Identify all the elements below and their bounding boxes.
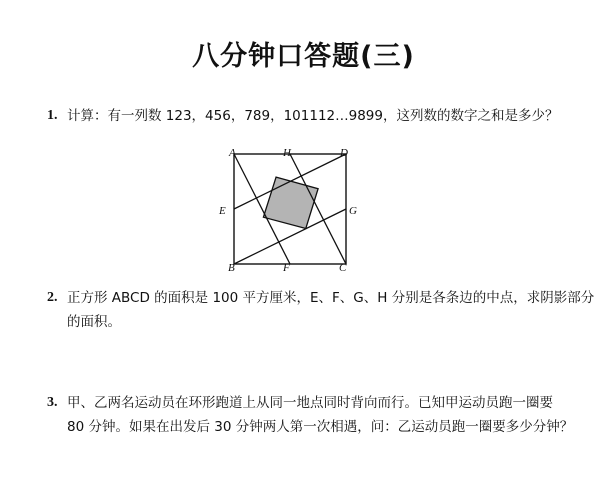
label-d: D [340, 147, 348, 159]
shaded-region [263, 177, 318, 228]
question-text-line: 80 分钟。如果在出发后 30 分钟两人第一次相遇，问：乙运动员跑一圈要多少分钟？ [67, 419, 574, 435]
question-text-line: 的面积。 [67, 314, 121, 330]
question-number: 1. [47, 108, 58, 123]
label-f: F [283, 262, 290, 273]
question-number: 3. [47, 395, 58, 410]
question-text-line: 计算：有一列数 123，456，789，101112…9899，这列数的数字之和是多少？ [67, 108, 559, 124]
label-a: A [229, 147, 236, 159]
square-figure [214, 143, 364, 273]
page-title: 八分钟口答题(三) [192, 41, 415, 72]
question-number: 2. [47, 290, 58, 305]
question-text-line: 正方形 ABCD 的面积是 100 平方厘米，E、F、G、H 分别是各条边的中点，求阴影部分 [67, 290, 595, 306]
question-text-line: 甲、乙两名运动员在环形跑道上从同一地点同时背向而行。已知甲运动员跑一圈要 [67, 395, 553, 411]
label-b: B [228, 262, 235, 273]
label-c: C [339, 262, 347, 273]
label-g: G [349, 205, 357, 217]
label-h: H [283, 147, 291, 159]
label-e: E [219, 205, 226, 217]
